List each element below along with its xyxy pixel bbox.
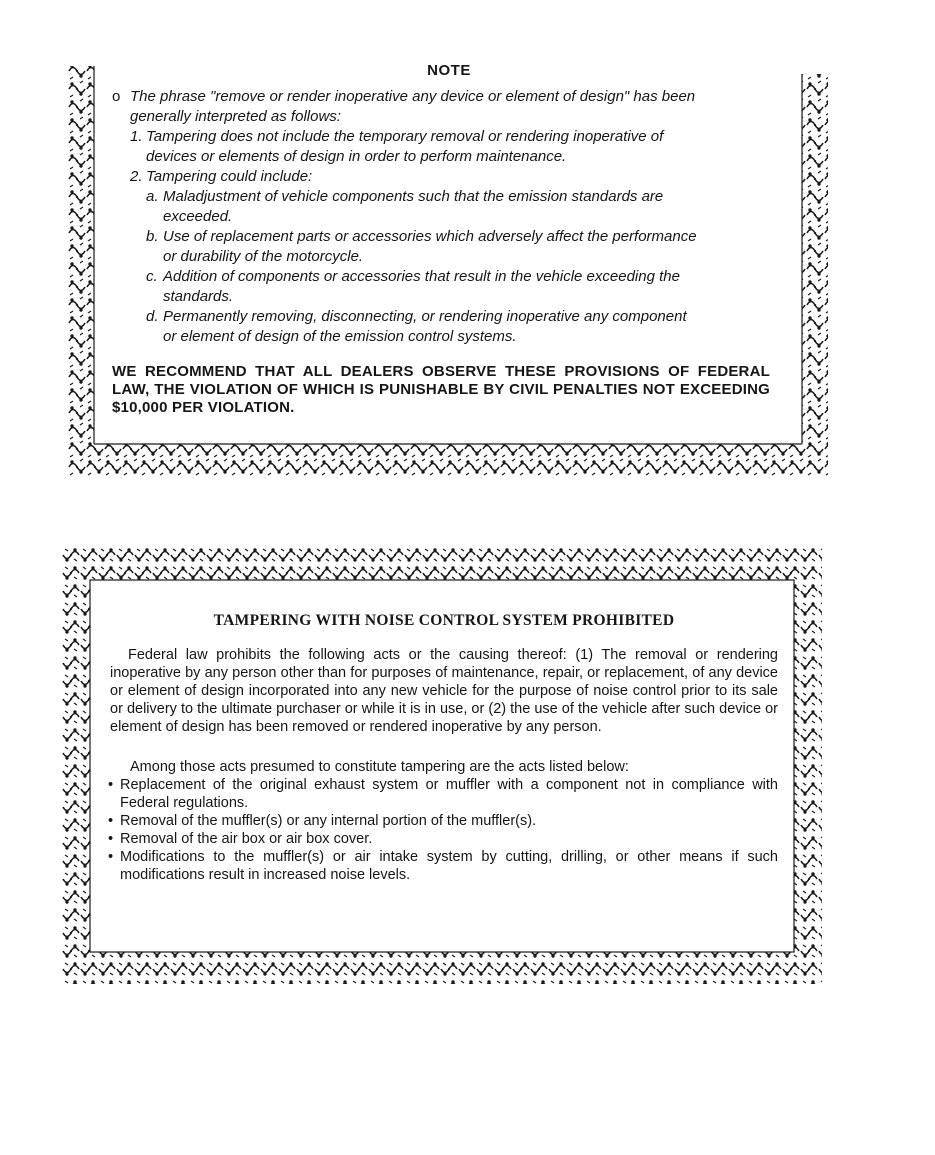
note-panel [68,62,828,476]
list-item-text: Removal of the muffler(s) or any internal portion of the muffler(s). [120,813,537,829]
list-item [110,848,778,884]
note-item-line: Tampering does not include the temporary removal or rendering inoperative of [146,128,664,145]
bullet-dot-icon: • [108,777,114,793]
tampering-content [110,612,778,884]
note-item-line: devices or elements of design in order to perform maintenance. [146,148,567,165]
note-lead-line-1: The phrase "remove or render inoperative any device or element of design" has been [130,88,696,105]
circle-bullet-icon: o [112,88,121,105]
note-subitem-letter: d. [146,308,159,325]
note-content [112,62,770,417]
note-item-number: 2. [130,168,143,185]
list-item [110,776,778,812]
bullet-dot-icon: • [108,849,114,865]
note-subitem-b [112,227,770,267]
note-recommendation: WE RECOMMEND THAT ALL DEALERS OBSERVE THESE PROVISIONS OF FEDERAL LAW, THE VIOLATION OF WHICH IS PUNISHABLE BY CIVIL PENALTIES NOT EXCEEDING $10,000 PER VIOLATION. [112,363,770,416]
note-item-line: Tampering could include: [146,168,313,185]
note-subitem-d [112,307,770,347]
note-subitem-letter: b. [146,228,159,245]
list-item-text: Replacement of the original exhaust system or muffler with a component not in compliance with Federal regulations. [120,777,778,811]
note-subitem-line: Addition of components or accessories that result in the vehicle exceeding the [163,268,680,285]
note-subitem-letter: c. [146,268,158,285]
note-subitem-line: exceeded. [163,208,233,225]
note-subitem-line: Maladjustment of vehicle components such that the emission standards are [163,188,664,205]
note-title: NOTE [427,62,471,79]
note-subitem-line: or element of design of the emission control systems. [163,328,517,345]
note-subitem-line: Use of replacement parts or accessories which adversely affect the performance [163,228,697,245]
note-item-1 [112,127,770,167]
tampering-title: TAMPERING WITH NOISE CONTROL SYSTEM PROHIBITED [213,612,675,629]
note-lead [112,87,770,127]
list-item-text: Modifications to the muffler(s) or air intake system by cutting, drilling, or other means if such modifications result in increased noise levels. [120,849,778,883]
note-item-number: 1. [130,128,143,145]
tampering-paragraph: Federal law prohibits the following acts or the causing thereof: (1) The removal or rendering inoperative by any person other than for purposes of maintenance, repair, or replacement, of any device or element of design incorporated into any new vehicle for the purpose of noise control prior to its sale or delivery to the ultimate purchaser or while it is in use, or (2) the use of the vehicle after such device or element of design has been removed or rendered inoperative by any person. [110,647,778,735]
bullet-dot-icon: • [108,831,114,847]
note-subitem-line: or durability of the motorcycle. [163,248,364,265]
list-item [110,830,778,848]
note-subitem-c [112,267,770,307]
tampering-list [110,776,778,884]
note-body [112,87,770,347]
tampering-intro: Among those acts presumed to constitute tampering are the acts listed below: [130,759,629,775]
list-item-text: Removal of the air box or air box cover. [120,831,373,847]
note-item-2 [112,167,770,187]
list-item [110,812,778,830]
note-subitem-a [112,187,770,227]
note-lead-line-2: generally interpreted as follows: [130,108,341,125]
tampering-panel [62,546,822,984]
note-subitem-line: Permanently removing, disconnecting, or rendering inoperative any component [163,308,687,325]
bullet-dot-icon: • [108,813,114,829]
note-subitem-letter: a. [146,188,159,205]
note-subitem-line: standards. [163,288,234,305]
